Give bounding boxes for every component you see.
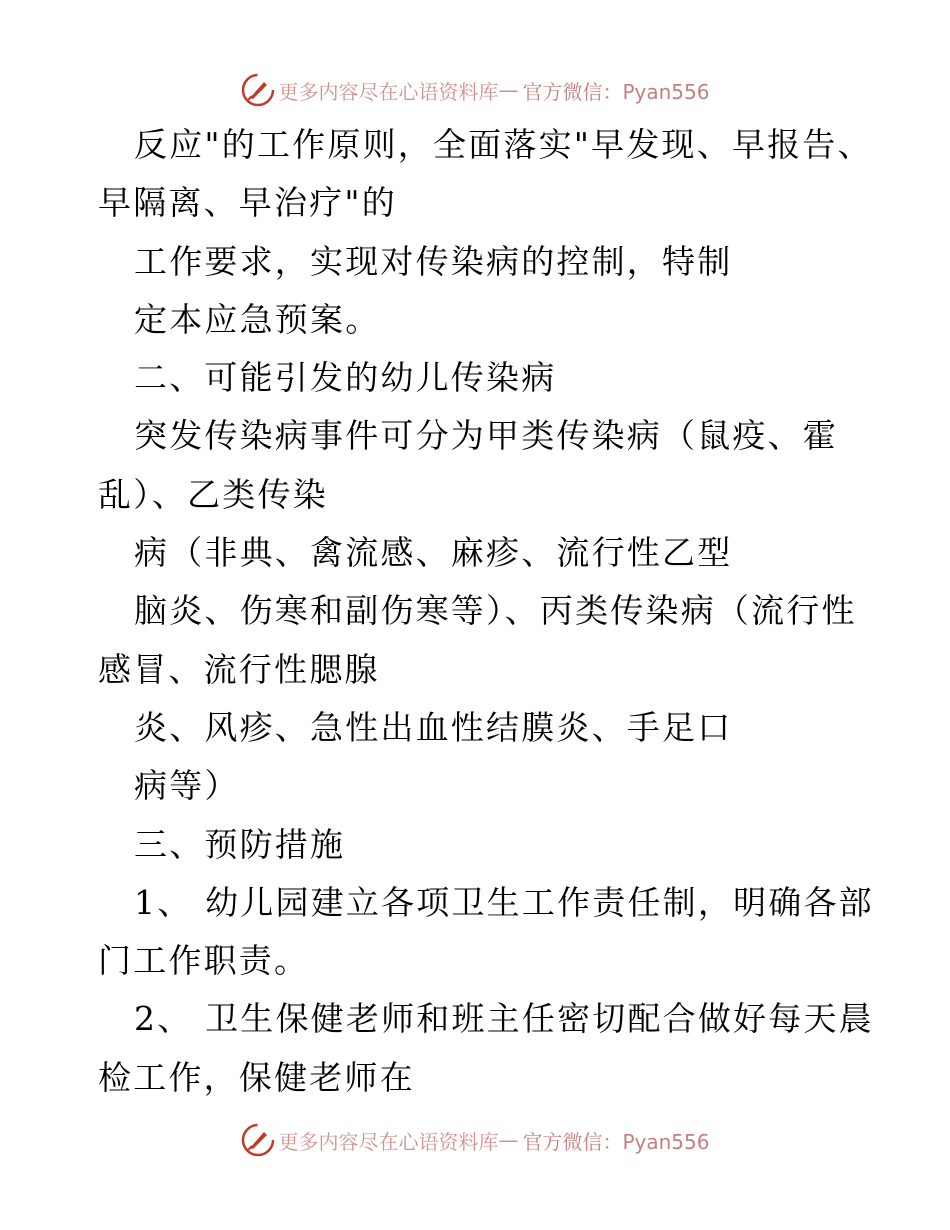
footer-watermark: [0, 1120, 950, 1160]
paragraph-line: 2、 卫生保健老师和班主任密切配合做好每天晨: [134, 999, 874, 1039]
paragraph-line: 门工作职责。: [98, 941, 310, 981]
paragraph-line: 炎、风疹、急性出血性结膜炎、手足口: [134, 707, 733, 747]
paragraph-line: 定本应急预案。: [134, 299, 381, 339]
watermark-brand: 更多内容尽在心语资料库: [278, 79, 499, 104]
paragraph-line: 工作要求，实现对传染病的控制，特制: [134, 241, 733, 281]
paragraph-line: 二、可能引发的幼儿传染病: [134, 358, 557, 398]
watermark-dash: —: [498, 78, 519, 102]
paragraph-line: 乱）、乙类传染: [98, 474, 328, 514]
paragraph-line: 检工作，保健老师在: [98, 1057, 415, 1097]
watermark-dash: —: [498, 1128, 519, 1152]
paragraph-line: 脑炎、伤寒和副伤寒等）、丙类传染病（流行性: [134, 591, 857, 631]
paragraph-line: 1、 幼儿园建立各项卫生工作责任制，明确各部: [134, 882, 874, 922]
paragraph-line: 病（非典、禽流感、麻疹、流行性乙型: [134, 533, 733, 573]
document-body: [98, 116, 874, 1107]
feather-pen-logo-icon: [240, 72, 276, 108]
paragraph-line: 突发传染病事件可分为甲类传染病（鼠疫、霍: [134, 416, 838, 456]
paragraph-line: 反应"的工作原则，全面落实"早发现、早报告、: [134, 125, 873, 164]
paragraph-line: 感冒、流行性腮腺: [98, 649, 380, 689]
header-watermark: [0, 70, 950, 110]
paragraph-line: 三、预防措施: [134, 824, 346, 864]
paragraph-line: 病等）: [134, 766, 240, 806]
watermark-brand: 更多内容尽在心语资料库: [278, 1129, 499, 1154]
watermark-contact: 官方微信：Pyan556: [522, 1129, 710, 1154]
feather-pen-logo-icon: [240, 1122, 276, 1158]
paragraph-line: 早隔离、早治疗"的: [98, 183, 397, 223]
watermark-contact: 官方微信：Pyan556: [522, 79, 710, 104]
